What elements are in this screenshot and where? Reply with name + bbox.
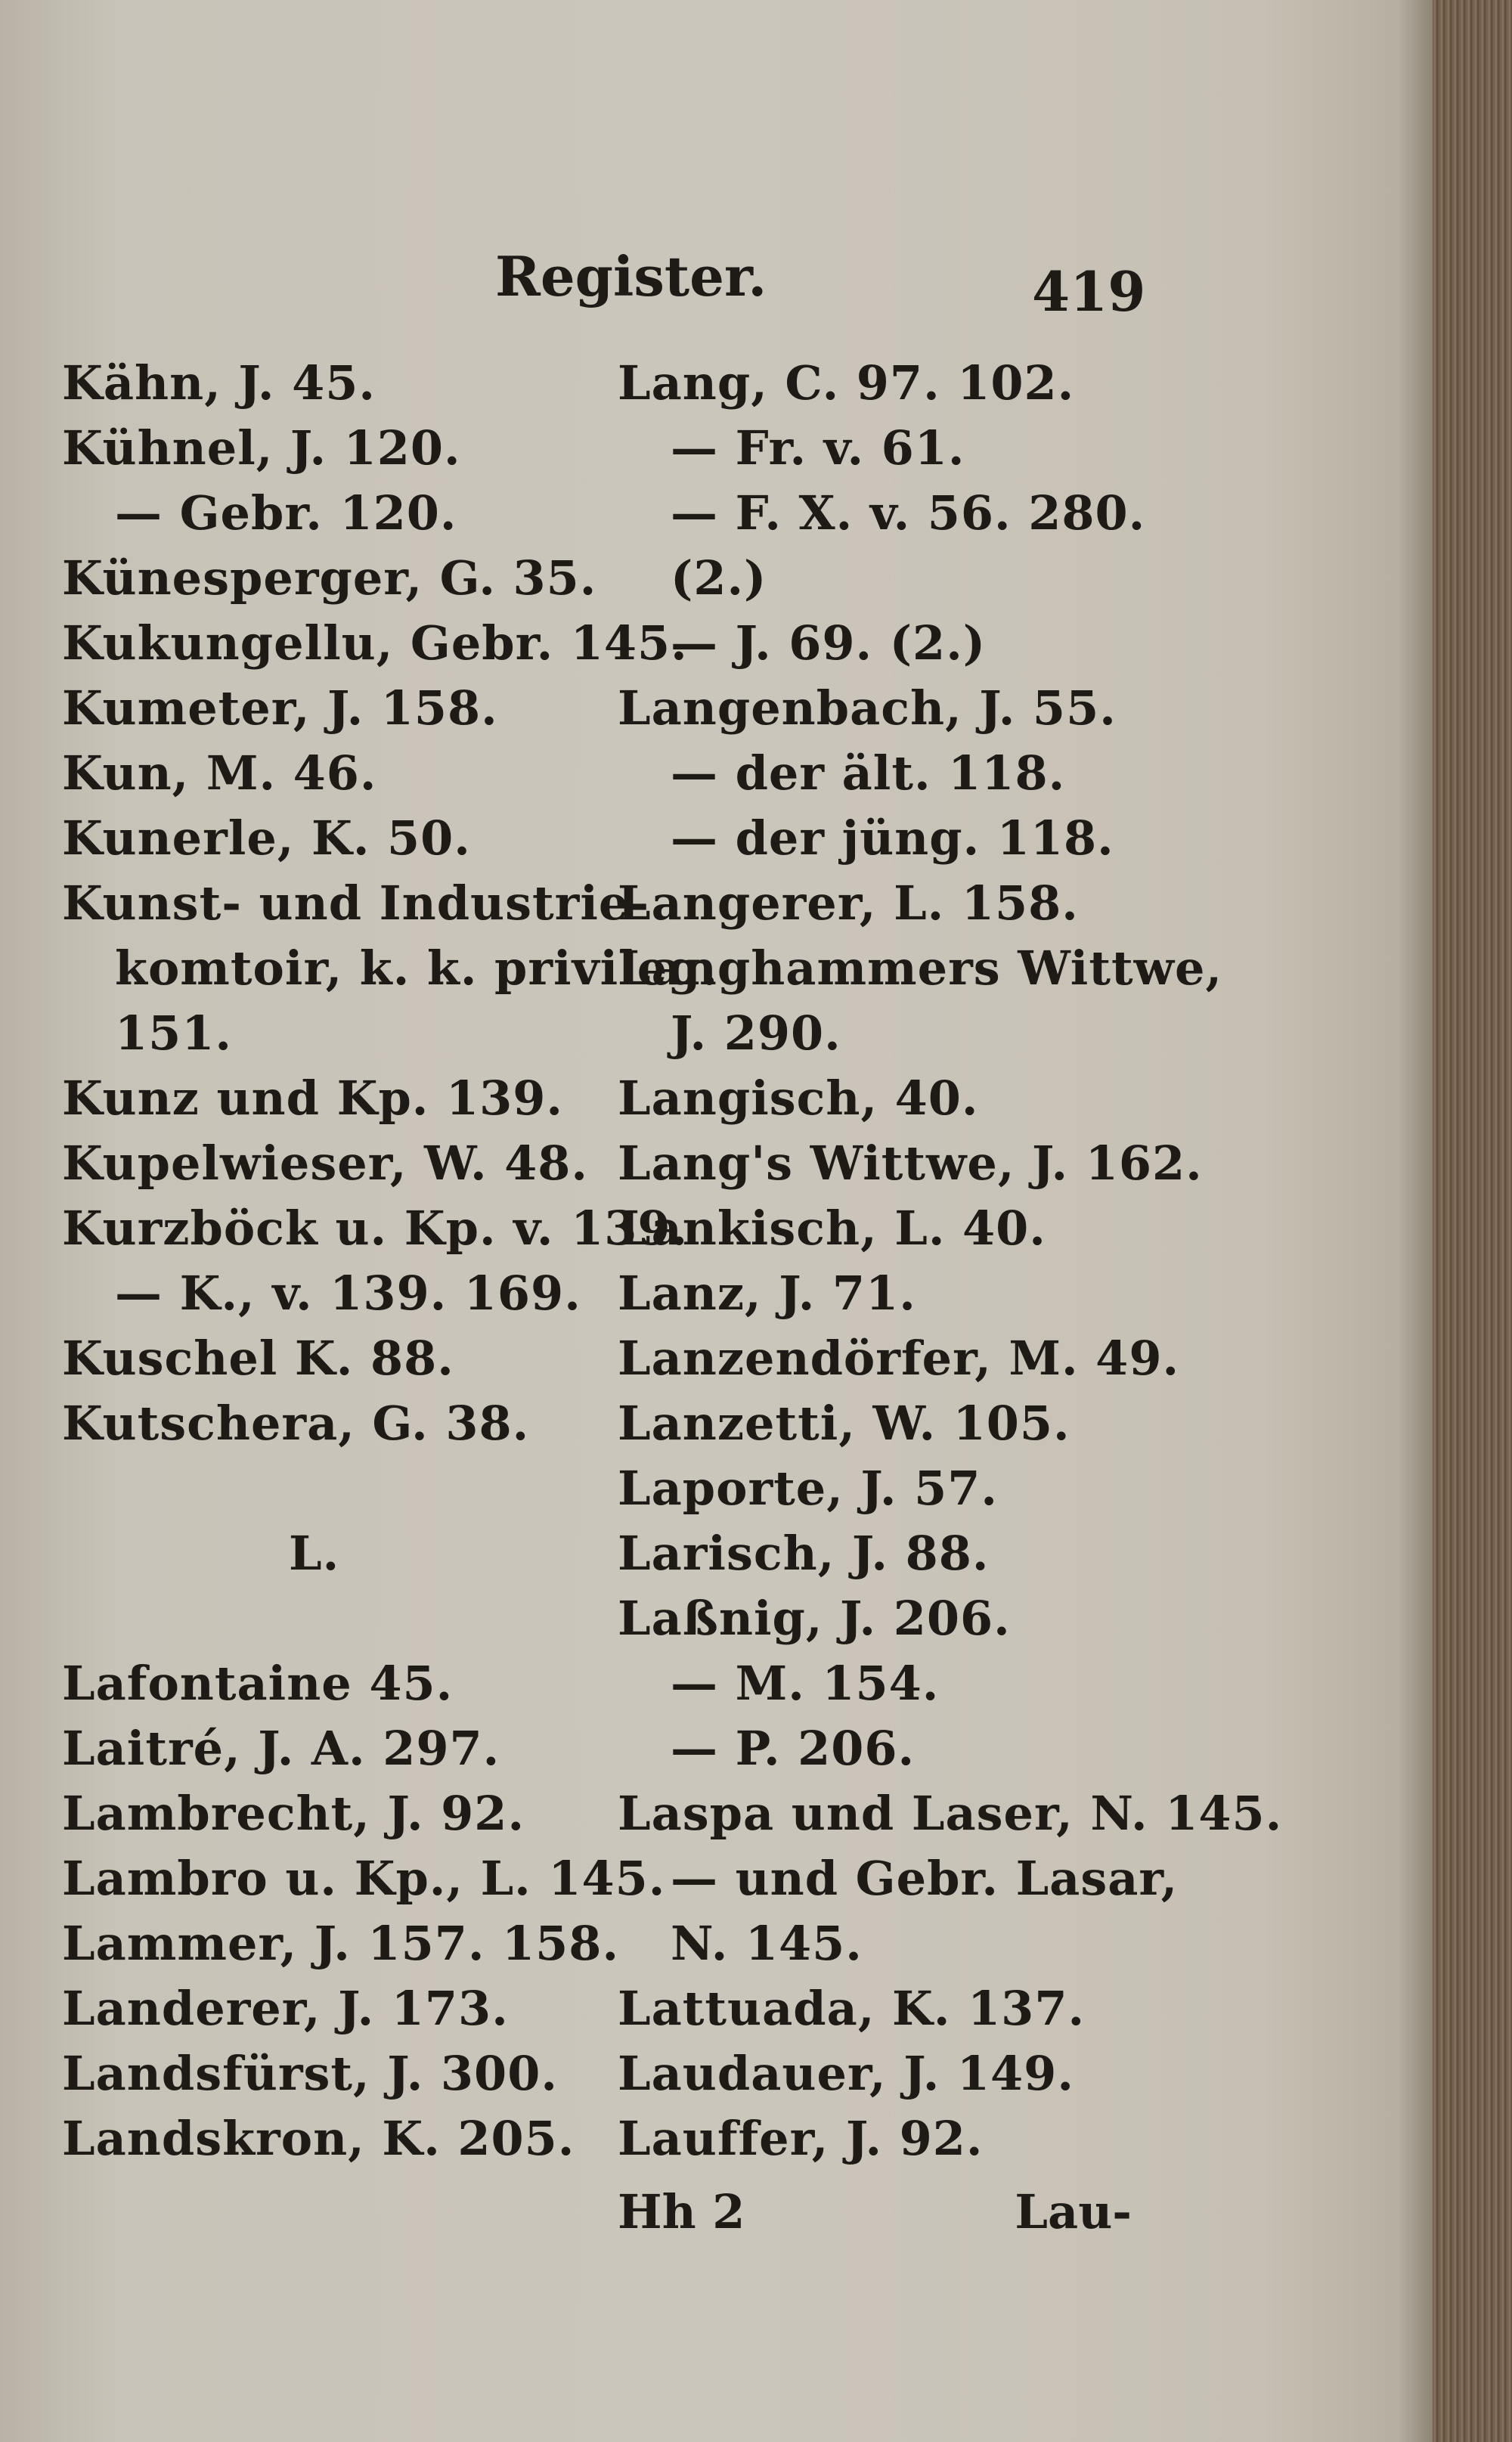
- running-header: Register.: [495, 244, 767, 308]
- catchword: Lau-: [1015, 2184, 1132, 2239]
- index-entry: J. 290.: [671, 1006, 841, 1061]
- index-entry: Lankisch, L. 40.: [618, 1201, 1046, 1256]
- index-entry: Langerer, L. 158.: [618, 875, 1079, 931]
- index-entry: — Gebr. 120.: [115, 485, 457, 541]
- index-entry: Kumeter, J. 158.: [62, 680, 498, 736]
- index-entry: Kupelwieser, W. 48.: [62, 1136, 589, 1191]
- index-entry: — M. 154.: [671, 1656, 940, 1711]
- index-entry: — K., v. 139. 169.: [115, 1266, 581, 1321]
- index-entry: Kühnel, J. 120.: [62, 420, 461, 476]
- index-entry: Lambro u. Kp., L. 145.: [62, 1851, 666, 1906]
- index-entry: Kunst- und Industrie-: [62, 875, 650, 931]
- index-entry: N. 145.: [671, 1916, 863, 1971]
- index-entry: (2.): [671, 550, 767, 606]
- index-entry: Lattuada, K. 137.: [618, 1981, 1086, 2036]
- section-letter: L.: [289, 1526, 340, 1581]
- index-entry: Laporte, J. 57.: [618, 1461, 998, 1516]
- index-entry: — der ält. 118.: [671, 745, 1066, 801]
- index-entry: Langenbach, J. 55.: [618, 680, 1117, 736]
- index-entry: Kuschel K. 88.: [62, 1331, 454, 1386]
- index-entry: Kukungellu, Gebr. 145.: [62, 615, 688, 671]
- index-entry: Landsfürst, J. 300.: [62, 2046, 558, 2101]
- index-entry: Larisch, J. 88.: [618, 1526, 990, 1581]
- index-entry: — und Gebr. Lasar,: [671, 1851, 1179, 1906]
- index-entry: Kähn, J. 45.: [62, 355, 376, 411]
- index-entry: — J. 69. (2.): [671, 615, 987, 671]
- index-entry: Kutschera, G. 38.: [62, 1396, 530, 1451]
- index-entry: Lanzetti, W. 105.: [618, 1396, 1070, 1451]
- index-entry: Laspa und Laser, N. 145.: [618, 1786, 1283, 1841]
- index-entry: Lafontaine 45.: [62, 1656, 454, 1711]
- signature-mark: Hh 2: [618, 2184, 745, 2239]
- index-entry: Lang, C. 97. 102.: [618, 355, 1075, 411]
- index-entry: Kunz und Kp. 139.: [62, 1071, 563, 1126]
- index-entry: — F. X. v. 56. 280.: [671, 485, 1146, 541]
- index-entry: Langisch, 40.: [618, 1071, 979, 1126]
- index-entry: Kurzböck u. Kp. v. 139.: [62, 1201, 689, 1256]
- index-entry: — der jüng. 118.: [671, 810, 1114, 866]
- index-entry: Laßnig, J. 206.: [618, 1591, 1011, 1646]
- index-entry: — P. 206.: [671, 1721, 916, 1776]
- index-entry: 151.: [115, 1006, 233, 1061]
- page-number: 419: [1032, 259, 1146, 324]
- index-entry: — Fr. v. 61.: [671, 420, 965, 476]
- index-entry: Landskron, K. 205.: [62, 2111, 575, 2166]
- index-entry: Lambrecht, J. 92.: [62, 1786, 525, 1841]
- index-entry: Künesperger, G. 35.: [62, 550, 597, 606]
- index-entry: Lammer, J. 157. 158.: [62, 1916, 620, 1971]
- index-entry: Lanz, J. 71.: [618, 1266, 916, 1321]
- index-entry: Lauffer, J. 92.: [618, 2111, 984, 2166]
- index-entry: Kunerle, K. 50.: [62, 810, 471, 866]
- index-entry: Kun, M. 46.: [62, 745, 377, 801]
- index-entry: komtoir, k. k. privileg.: [115, 941, 719, 996]
- index-entry: Landerer, J. 173.: [62, 1981, 509, 2036]
- index-entry: Laitré, J. A. 297.: [62, 1721, 500, 1776]
- gutter-shadow: [1399, 0, 1433, 2442]
- index-entry: Lang's Wittwe, J. 162.: [618, 1136, 1203, 1191]
- index-entry: Langhammers Wittwe,: [618, 941, 1223, 996]
- index-entry: Lanzendörfer, M. 49.: [618, 1331, 1180, 1386]
- page-edges: [1433, 0, 1512, 2442]
- index-entry: Laudauer, J. 149.: [618, 2046, 1074, 2101]
